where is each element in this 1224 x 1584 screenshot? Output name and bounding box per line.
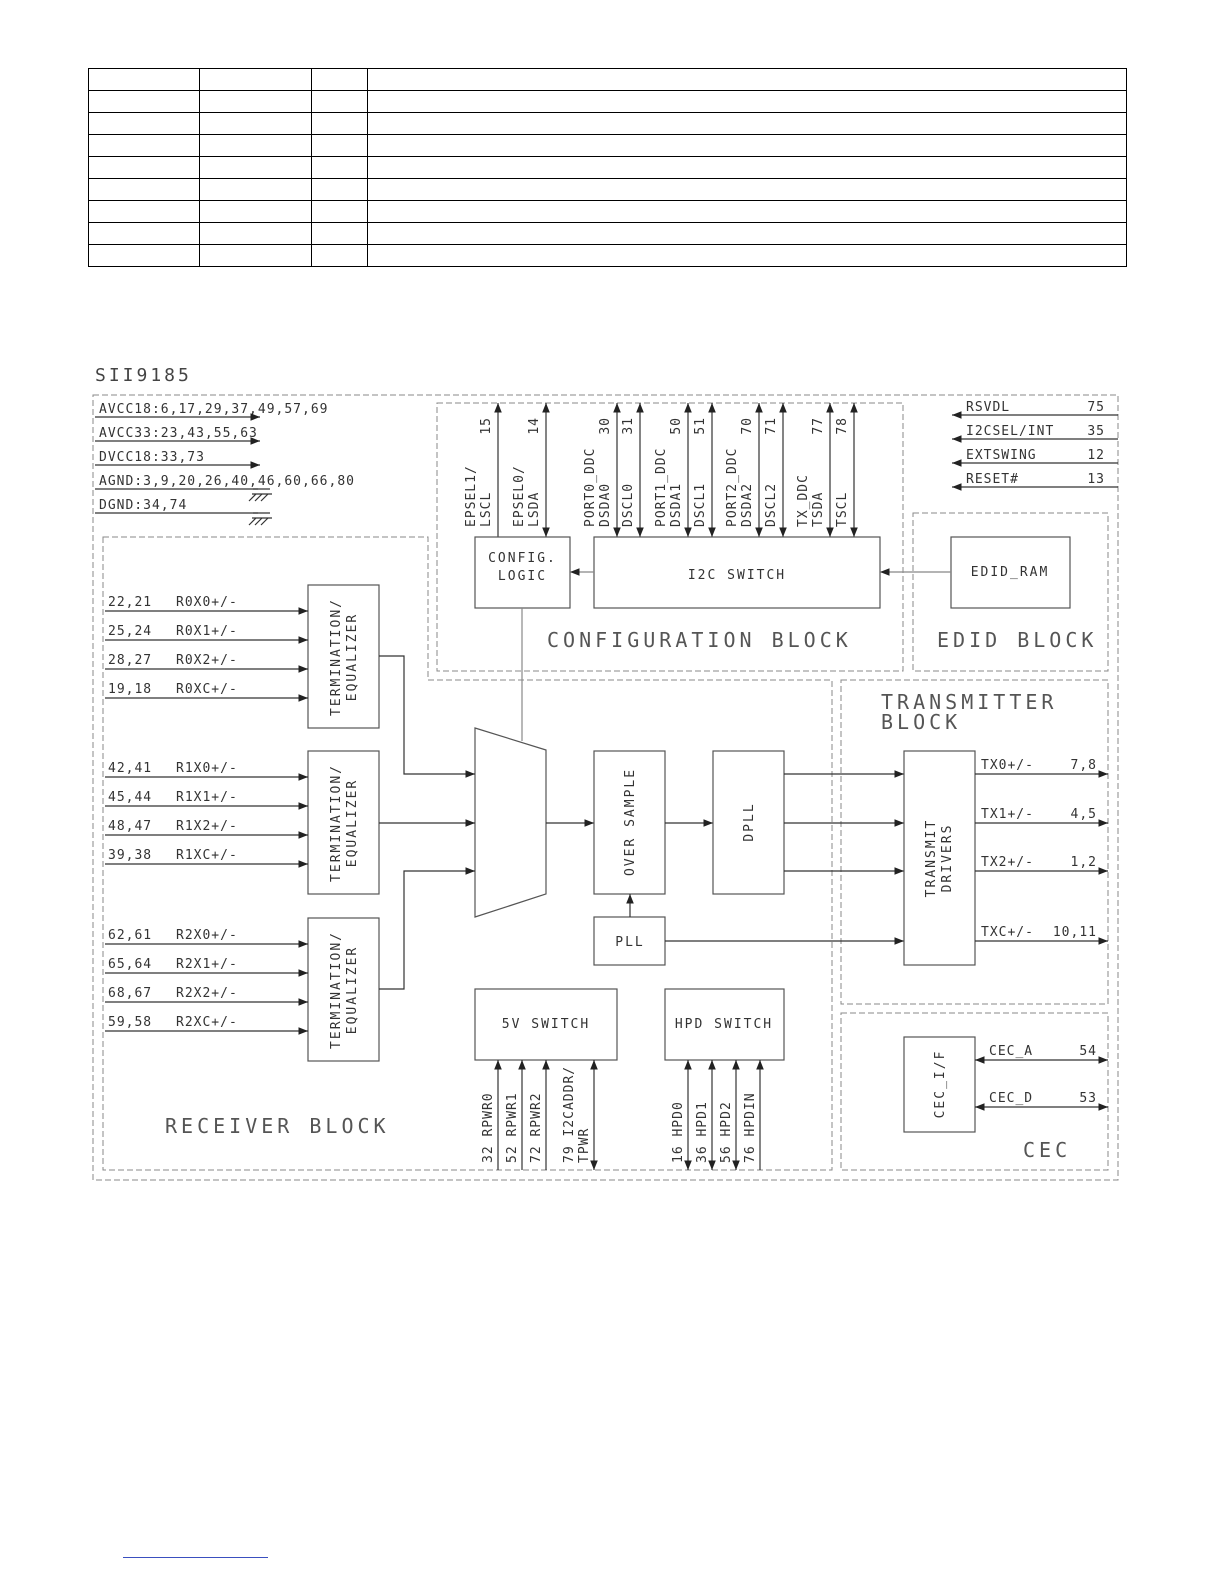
bottom-pin [695,1060,712,1170]
receiver-input-signal [105,848,308,864]
right-pins [952,400,1118,487]
receiver-input-pins: 62,61 [108,928,153,943]
receiver-input-signal [105,957,308,973]
receiver-input-pins: 48,47 [108,819,153,834]
right-pin [952,424,1118,439]
bottom-pin [671,1060,688,1170]
cec-if-label: CEC_I/F [933,1049,948,1119]
termination-equalizer-label: TERMINATION/EQUALIZER [329,598,360,716]
cec-pin-number: 53 [1079,1091,1097,1106]
config-pin-number: 50 [669,417,684,435]
table-cell [312,135,368,157]
receiver-input-signal [105,624,308,640]
tx-output-number: 1,2 [1070,855,1097,870]
table-row [89,113,1127,135]
config-pin [621,403,640,537]
receiver-input-name: R1XC+/- [176,848,238,863]
config-pin-number: 77 [811,417,826,435]
table-cell [89,157,200,179]
table-cell [312,113,368,135]
table-cell [89,223,200,245]
receiver-port [105,751,379,894]
right-pin-name: EXTSWING [966,448,1037,463]
receiver-input-signal [105,682,308,698]
hpd-switch-label: HPD SWITCH [674,1017,774,1032]
table-row [89,245,1127,267]
table-cell [368,223,1127,245]
bottom-pin [529,1060,546,1170]
config-pin-number: 14 [527,417,542,435]
power-rail-label: AGND:3,9,20,26,40,46,60,66,80 [99,474,355,489]
table-cell [200,201,312,223]
config-pin [764,403,783,537]
table-cell [312,179,368,201]
config-pin [583,403,617,537]
transmitter-block-title: TRANSMITTER BLOCK [881,690,1058,734]
config-pin-label: LSCLEPSEL1/ [464,465,494,527]
receiver-input-signal [105,1015,308,1031]
config-pin-label: DSDA1PORT1_DDC [654,447,684,527]
receiver-input-signal [105,595,308,611]
table-cell [200,223,312,245]
right-pin-name: RESET# [966,472,1019,487]
bottom-pin-label: 56 HPD2 [719,1101,734,1163]
cec-pin [975,1091,1108,1107]
bottom-pin [505,1060,522,1170]
tx-output [975,925,1108,941]
table-cell [368,201,1127,223]
right-pin [952,448,1118,463]
table-cell [200,245,312,267]
table-cell [368,69,1127,91]
receiver-input-signal [105,790,308,806]
tx-output [975,855,1108,871]
receiver-input-name: R2X1+/- [176,957,238,972]
table-cell [312,223,368,245]
tx-output-name: TX0+/- [981,758,1034,773]
power-rails [95,402,355,525]
config-pin [512,403,546,537]
table-cell [312,69,368,91]
right-pin [952,472,1118,487]
power-rail [95,402,329,417]
table-cell [368,113,1127,135]
table-cell [368,157,1127,179]
table-cell [89,113,200,135]
config-pin [693,403,712,537]
right-pin-name: I2CSEL/INT [966,424,1055,439]
receiver-input-name: R1X0+/- [176,761,238,776]
receiver-input-name: R2X2+/- [176,986,238,1001]
receiver-input-pins: 65,64 [108,957,153,972]
config-pin-number: 70 [740,417,755,435]
config-pin [464,403,498,537]
receiver-input-name: R2XC+/- [176,1015,238,1030]
receiver-port [105,918,379,1061]
tx-output [975,758,1108,774]
receiver-input-pins: 25,24 [108,624,153,639]
sii9185-block-diagram [0,355,1224,1195]
table-cell [200,157,312,179]
right-pin-number: 13 [1087,472,1105,487]
config-pin-number: 31 [621,417,636,435]
bottom-pin [743,1060,760,1170]
receiver-block-title: RECEIVER BLOCK [165,1114,390,1138]
receiver-input-pins: 22,21 [108,595,153,610]
bottom-pin-label: 76 HPDIN [743,1092,758,1163]
power-rail-label: DVCC18:33,73 [99,450,205,465]
config-pin-label: DSCL2 [764,482,779,527]
table-cell [89,201,200,223]
right-pin [952,400,1118,415]
transmit-drivers-label: TRANSMITDRIVERS [924,818,955,898]
table-cell [368,245,1127,267]
power-rail [95,474,355,501]
power-rail [95,426,260,441]
config-pin-number: 30 [598,417,613,435]
table-cell [89,69,200,91]
table-cell [312,91,368,113]
table-cell [312,245,368,267]
right-pin-number: 35 [1087,424,1105,439]
power-switch-pins [481,1060,594,1170]
tx-output-number: 4,5 [1070,807,1097,822]
receiver-input-name: R1X1+/- [176,790,238,805]
tx-outputs [975,758,1108,941]
receiver-input-name: R0XC+/- [176,682,238,697]
receiver-input-pins: 59,58 [108,1015,153,1030]
config-pin [725,403,759,537]
receiver-input-name: R0X1+/- [176,624,238,639]
receiver-input-name: R0X2+/- [176,653,238,668]
config-pin-label: LSDAEPSEL0/ [512,465,542,527]
table-cell [200,69,312,91]
power-rail-label: AVCC33:23,43,55,63 [99,426,258,441]
termination-equalizer-label: TERMINATION/EQUALIZER [329,764,360,882]
table-cell [368,135,1127,157]
config-pin [654,403,688,537]
footer-link-underline [123,1557,268,1558]
receiver-input-signal [105,819,308,835]
table-row [89,91,1127,113]
right-pin-name: RSVDL [966,400,1011,415]
power-rail [95,450,260,465]
bottom-pin-label: TPWR79 I2CADDR/ [562,1065,592,1163]
configuration-block-title: CONFIGURATION BLOCK [547,628,852,652]
config-pin-label: DSCL1 [693,482,708,527]
cec-pin-number: 54 [1079,1044,1097,1059]
bottom-pin-label: 72 RPWR2 [529,1092,544,1163]
receiver-input-signal [105,653,308,669]
tx-output-number: 7,8 [1070,758,1097,773]
table-row [89,135,1127,157]
config-pin-label: TSDATX_DDC [796,474,826,527]
cec-pin [975,1044,1108,1060]
table-cell [368,179,1127,201]
config-pin-number: 15 [479,417,494,435]
tx-output-name: TXC+/- [981,925,1034,940]
cec-title: CEC [1023,1138,1072,1162]
config-pins [464,403,854,537]
bottom-pin-label: 32 RPWR0 [481,1092,496,1163]
config-pin-number: 51 [693,417,708,435]
table-cell [200,135,312,157]
ground-symbol [249,518,272,525]
edid-block-title: EDID BLOCK [937,628,1098,652]
edid-ram-label: EDID_RAM [970,565,1050,580]
receiver-port [105,585,379,728]
power-rail [95,498,272,525]
receiver-input-pins: 45,44 [108,790,153,805]
table-cell [89,179,200,201]
ground-symbol [249,494,272,501]
right-pin-number: 12 [1087,448,1105,463]
pin-description-table [88,68,1127,267]
receiver-input-pins: 68,67 [108,986,153,1001]
i2c-switch-label: I2C SWITCH [687,568,787,583]
tx-output-name: TX1+/- [981,807,1034,822]
table-cell [200,179,312,201]
config-pin-number: 71 [764,417,779,435]
receiver-inputs [105,585,379,1061]
dpll-label: DPLL [742,802,757,842]
cec-pin-name: CEC_A [989,1044,1034,1059]
table-cell [89,245,200,267]
config-pin-number: 78 [835,417,850,435]
config-pin-label: DSDA2PORT2_DDC [725,447,755,527]
receiver-input-signal [105,986,308,1002]
receiver-input-name: R2X0+/- [176,928,238,943]
receiver-input-pins: 19,18 [108,682,153,697]
tx-output-number: 10,11 [1052,925,1097,940]
bottom-pin [562,1060,594,1170]
tx-output-name: TX2+/- [981,855,1034,870]
power-rail-label: AVCC18:6,17,29,37,49,57,69 [99,402,329,417]
bottom-pin-label: 16 HPD0 [671,1101,686,1163]
bottom-pin [481,1060,498,1170]
config-pin [835,403,854,537]
receiver-input-pins: 42,41 [108,761,153,776]
receiver-input-signal [105,761,308,777]
table-row [89,157,1127,179]
config-logic-label: CONFIG. LOGIC [488,551,557,584]
power-rail-label: DGND:34,74 [99,498,188,513]
chip-title: SII9185 [95,365,192,386]
cec-pins [975,1044,1108,1107]
bottom-pin [719,1060,736,1170]
input-mux [475,728,546,917]
config-pin [796,403,830,537]
right-pin-number: 75 [1087,400,1105,415]
config-pin-label: DSDA0PORT0_DDC [583,447,613,527]
table-row [89,223,1127,245]
table-cell [89,135,200,157]
receiver-input-pins: 28,27 [108,653,153,668]
hpd-pins [671,1060,760,1170]
receiver-input-signal [105,928,308,944]
table-cell [312,201,368,223]
table-row [89,201,1127,223]
table-cell [89,91,200,113]
receiver-input-name: R0X0+/- [176,595,238,610]
tx-output [975,807,1108,823]
config-pin-label: DSCL0 [621,482,636,527]
bottom-pin-label: 52 RPWR1 [505,1092,520,1163]
table-cell [368,91,1127,113]
bottom-pin-label: 36 HPD1 [695,1101,710,1163]
table-cell [200,91,312,113]
over-sample-label: OVER SAMPLE [623,767,638,877]
receiver-input-name: R1X2+/- [176,819,238,834]
termination-equalizer-label: TERMINATION/EQUALIZER [329,931,360,1049]
pll-label: PLL [615,935,645,950]
table-row [89,69,1127,91]
table-cell [200,113,312,135]
table-cell [312,157,368,179]
five-v-switch-label: 5V SWITCH [501,1017,591,1032]
table-row [89,179,1127,201]
cec-pin-name: CEC_D [989,1091,1034,1106]
config-pin-label: TSCL [835,491,850,527]
receiver-input-pins: 39,38 [108,848,153,863]
